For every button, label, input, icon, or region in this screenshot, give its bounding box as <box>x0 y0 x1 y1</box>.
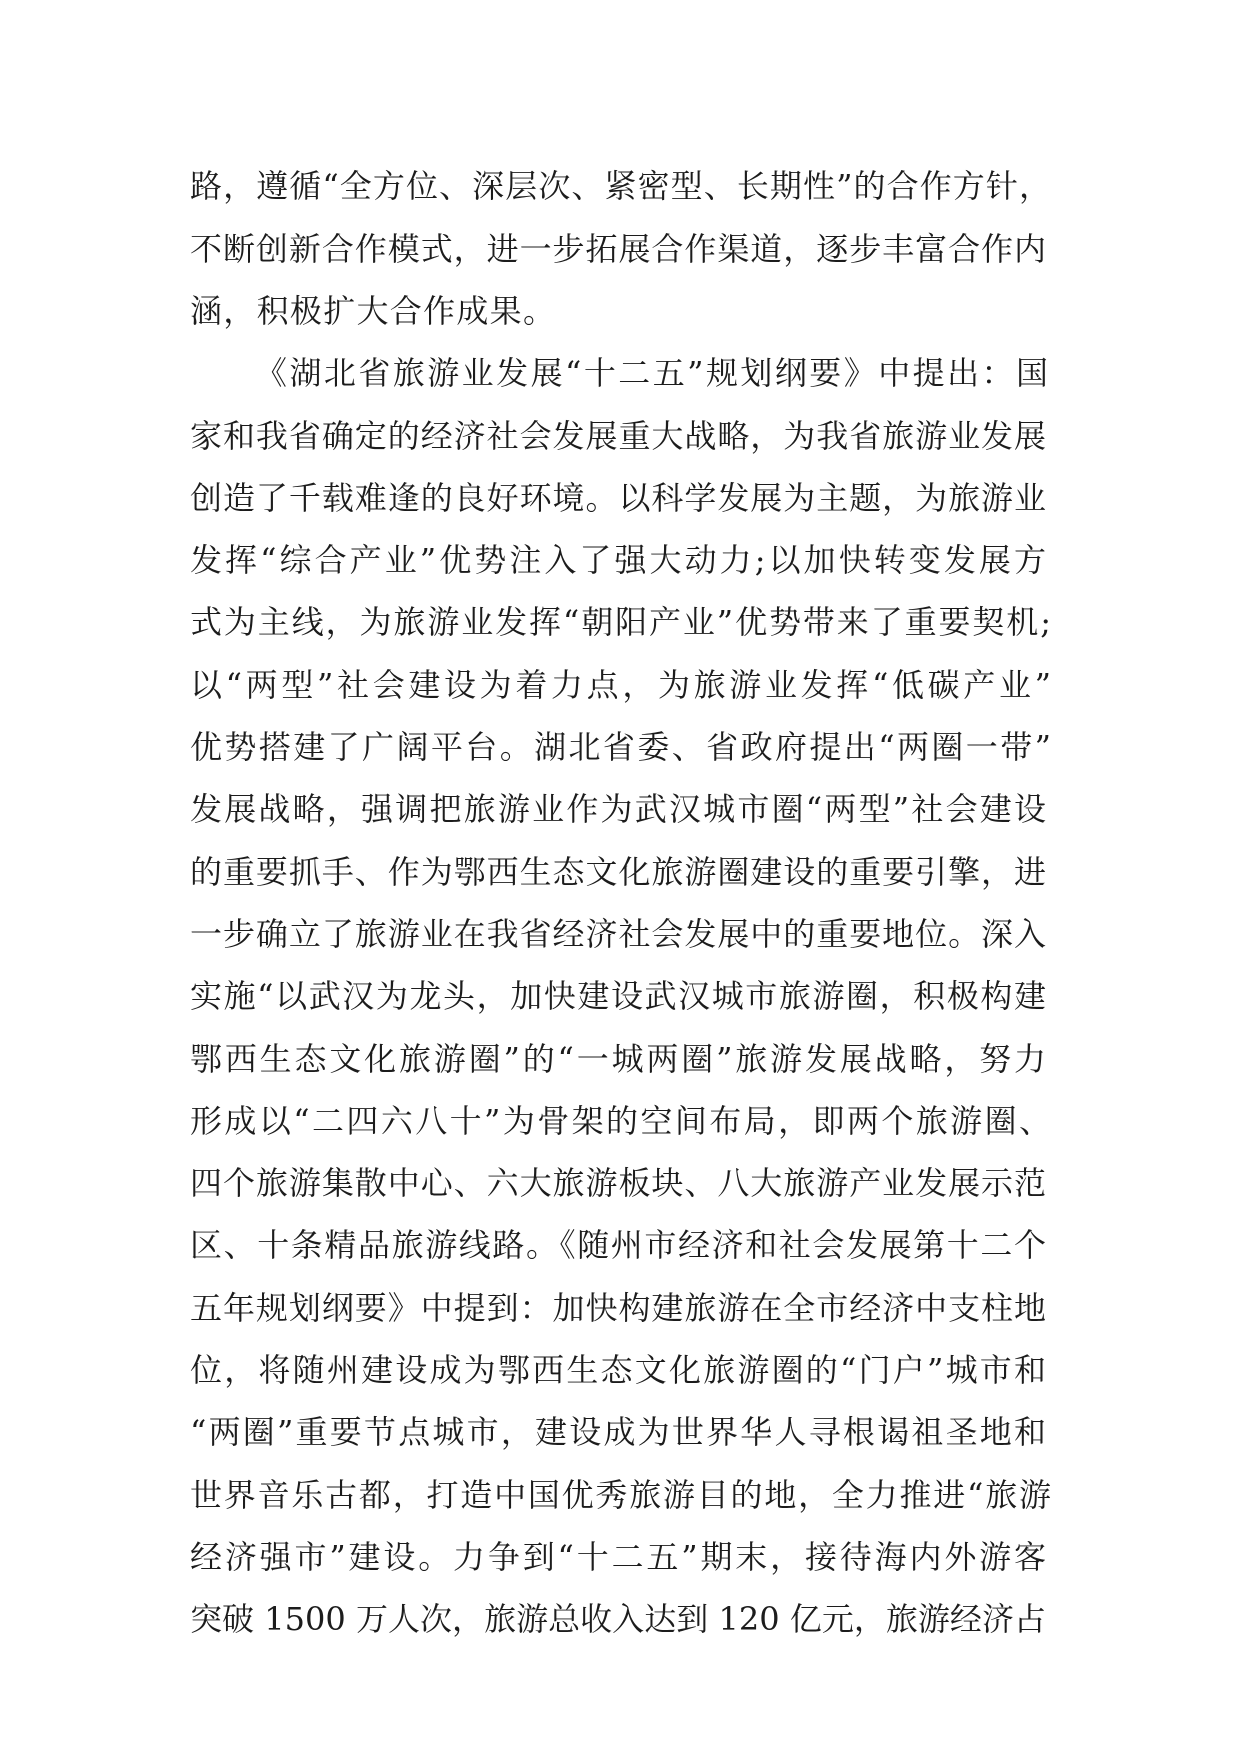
text-line <box>0 779 1241 839</box>
line-text: 位，将随州建设成为鄂西生态文化旅游圈的“门户”城市和 <box>190 1351 1049 1389</box>
text-line <box>0 1278 1241 1338</box>
line-text: 发展战略，强调把旅游业作为武汉城市圈“两型”社会建设 <box>190 790 1049 828</box>
line-text: 实施“以武汉为龙头，加快建设武汉城市旅游圈，积极构建 <box>190 977 1048 1015</box>
text-line <box>0 1153 1241 1213</box>
text-line <box>0 1091 1241 1151</box>
text-line <box>0 1465 1241 1525</box>
text-line <box>0 1589 1241 1649</box>
text-line <box>0 406 1241 466</box>
line-text: 涵，积极扩大合作成果。 <box>190 292 557 330</box>
text-line <box>0 1527 1241 1587</box>
text-line <box>0 468 1241 528</box>
line-text: 发挥“综合产业”优势注入了强大动力;以加快转变发展方 <box>190 541 1050 579</box>
text-line <box>0 281 1241 341</box>
line-text: 不断创新合作模式，进一步拓展合作渠道，逐步丰富合作内 <box>190 230 1047 268</box>
text-line <box>0 219 1241 279</box>
line-text: 鄂西生态文化旅游圈”的“一城两圈”旅游发展战略，努力 <box>190 1040 1049 1078</box>
line-text: 的重要抓手、作为鄂西生态文化旅游圈建设的重要引擎，进 <box>190 853 1047 891</box>
text-line <box>0 842 1241 902</box>
text-line <box>0 1340 1241 1400</box>
text-line <box>0 156 1241 216</box>
line-text: 四个旅游集散中心、六大旅游板块、八大旅游产业发展示范 <box>190 1164 1047 1202</box>
line-text: 五年规划纲要》中提到：加快构建旅游在全市经济中支柱地 <box>190 1289 1047 1327</box>
line-text: 世界音乐古都，打造中国优秀旅游目的地，全力推进“旅游 <box>190 1476 1053 1514</box>
text-line <box>0 1402 1241 1462</box>
line-text: 家和我省确定的经济社会发展重大战略，为我省旅游业发展 <box>190 417 1047 455</box>
text-line <box>0 592 1241 652</box>
line-text: 形成以“二四六八十”为骨架的空间布局，即两个旅游圈、 <box>190 1102 1054 1140</box>
text-line <box>0 343 1241 403</box>
line-text: 创造了千载难逢的良好环境。以科学发展为主题，为旅游业 <box>190 479 1047 517</box>
text-line <box>0 904 1241 964</box>
text-line <box>0 1215 1241 1275</box>
line-text: 式为主线，为旅游业发挥“朝阳产业”优势带来了重要契机; <box>190 603 1053 641</box>
line-text: 《湖北省旅游业发展“十二五”规划纲要》中提出：国 <box>255 354 1051 392</box>
text-line <box>0 966 1241 1026</box>
line-text: 以“两型”社会建设为着力点，为旅游业发挥“低碳产业” <box>190 666 1055 704</box>
text-line <box>0 655 1241 715</box>
line-text: 突破 1500 万人次，旅游总收入达到 120 亿元，旅游经济占 <box>190 1600 1047 1638</box>
line-text: 区、十条精品旅游线路。《随州市经济和社会发展第十二个 <box>190 1226 1048 1264</box>
line-text: “两圈”重要节点城市，建设成为世界华人寻根谒祖圣地和 <box>190 1413 1049 1451</box>
text-line <box>0 1029 1241 1089</box>
text-line <box>0 530 1241 590</box>
line-text: 经济强市”建设。力争到“十二五”期末，接待海内外游客 <box>190 1538 1049 1576</box>
line-text: 一步确立了旅游业在我省经济社会发展中的重要地位。深入 <box>190 915 1047 953</box>
line-text: 路，遵循“全方位、深层次、紧密型、长期性”的合作方针， <box>190 167 1053 205</box>
line-text: 优势搭建了广阔平台。湖北省委、省政府提出“两圈一带” <box>190 728 1054 766</box>
text-line <box>0 717 1241 777</box>
